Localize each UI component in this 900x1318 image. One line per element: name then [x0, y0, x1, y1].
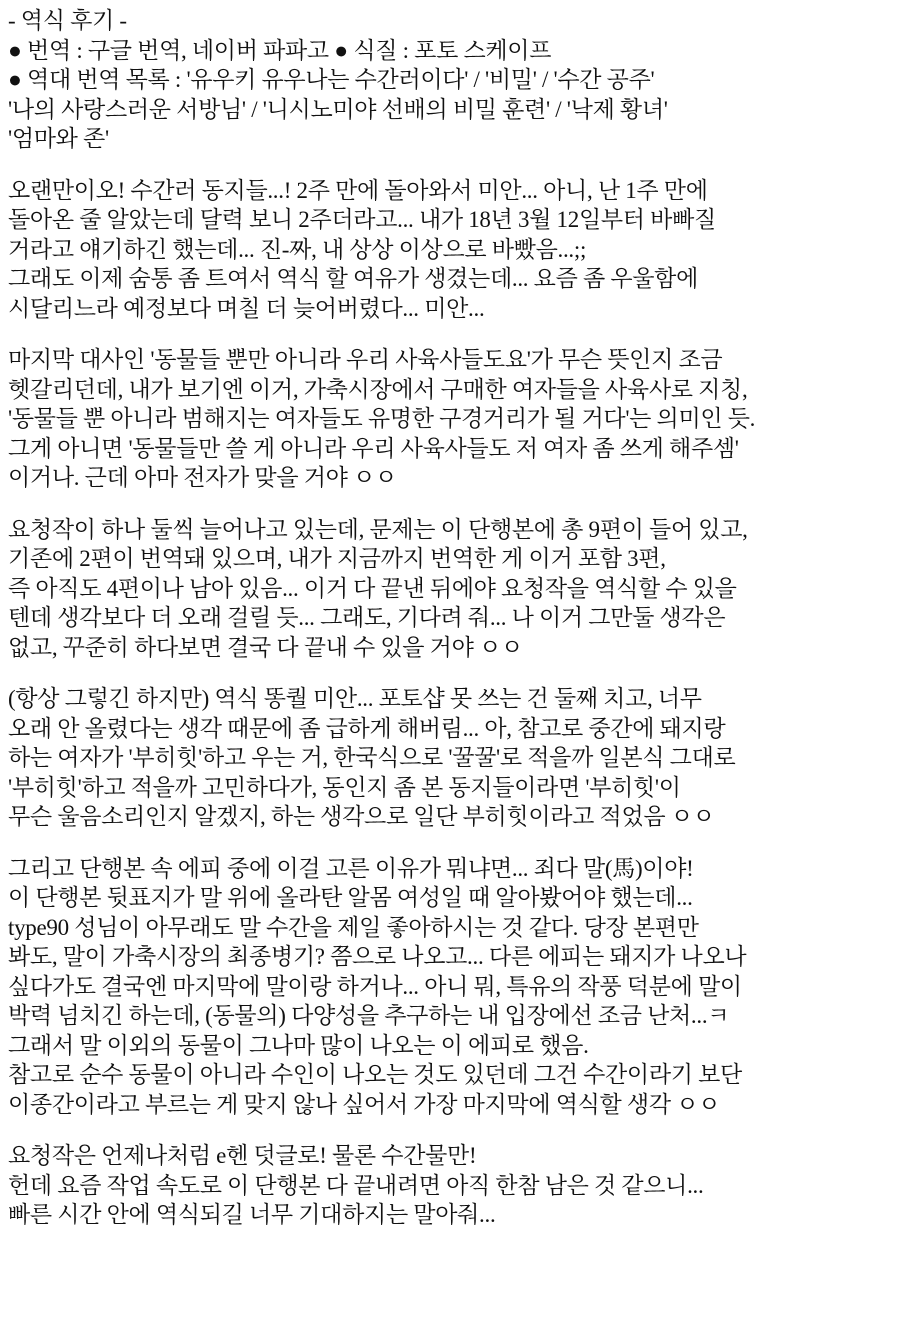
text-line: 하는 여자가 '부히힛'하고 우는 거, 한국식으로 '꿀꿀'로 적을까 일본식 그대로: [8, 745, 736, 770]
text-line: 즉 아직도 4편이나 남아 있음... 이거 다 끝낸 뒤에야 요청작을 역식할 수 있을: [8, 575, 737, 601]
text-line: '동물들 뿐 아니라 범해지는 여자들도 유명한 구경거리가 될 거다'는 의미인 듯.: [8, 406, 756, 431]
text-line: 헷갈리던데, 내가 보기엔 이거, 가축시장에서 구매한 여자들을 사육사로 지칭,: [8, 376, 748, 402]
text-line: 시달리느라 예정보다 며칠 더 늦어버렸다... 미안...: [8, 295, 485, 321]
text-line: 마지막 대사인 '동물들 뿐만 아니라 우리 사육사들도요'가 무슨 뜻인지 조금: [8, 347, 723, 372]
text-line: 그래도 이제 숨통 좀 트여서 역식 할 여유가 생겼는데... 요즘 좀 우울함에: [8, 266, 699, 291]
text-line: 요청작이 하나 둘씩 늘어나고 있는데, 문제는 이 단행본에 총 9편이 들어 있고,: [8, 516, 748, 542]
paragraph-request-progress: [8, 515, 898, 663]
text-line: 오랜만이오! 수간러 동지들...! 2주 만에 돌아와서 미안... 아니, 난 1주 만에: [8, 177, 708, 203]
text-line: 그래서 말 이외의 동물이 그나마 많이 나오는 이 에피로 했음.: [8, 1032, 589, 1058]
header-block: [8, 6, 898, 154]
paragraph-last-line-meaning: [8, 345, 898, 493]
paragraph-greeting: [8, 176, 898, 324]
text-line: 이 단행본 뒷표지가 말 위에 올라탄 알몸 여성일 때 알아봤어야 했는데...: [8, 885, 693, 910]
header-line-translation-list: ● 역대 번역 목록 : '유우키 유우나는 수간러이다' / '비밀' / '수간 공주': [8, 67, 655, 92]
text-line: 싶다가도 결국엔 마지막에 말이랑 하거나... 아니 뭐, 특유의 작풍 덕분에 말이: [8, 973, 742, 999]
text-line: 그게 아니면 '동물들만 쓸 게 아니라 우리 사육사들도 저 여자 좀 쓰게 해주셈': [8, 435, 739, 461]
text-line: 텐데 생각보다 더 오래 걸릴 듯... 그래도, 기다려 줘... 나 이거 그만둘 생각은: [8, 605, 726, 630]
header-line-translation-list-cont: '나의 사랑스러운 서방님' / '니시노미야 선배의 비밀 훈련' / '낙제 황녀': [8, 96, 668, 122]
text-line: 요청작은 언제나처럼 e헨 덧글로! 물론 수간물만!: [8, 1143, 477, 1168]
text-line: type90 성님이 아무래도 말 수간을 제일 좋아하시는 것 같다. 당장 본편만: [8, 914, 699, 940]
text-line: 오래 안 올렸다는 생각 때문에 좀 급하게 해버림... 아, 참고로 중간에 돼지랑: [8, 715, 726, 741]
text-line: 이거나. 근데 아마 전자가 맞을 거야 ㅇㅇ: [8, 465, 397, 490]
text-line: 그리고 단행본 속 에피 중에 이걸 고른 이유가 뭐냐면... 죄다 말(馬)이야!: [8, 855, 694, 881]
text-line: 봐도, 말이 가축시장의 최종병기? 쯤으로 나오고... 다른 에피는 돼지가 나오나: [8, 944, 747, 969]
page-title: - 역식 후기 -: [8, 8, 127, 33]
header-line-translation-list-end: '엄마와 존': [8, 126, 109, 151]
text-line: 거라고 얘기하긴 했는데... 진-짜, 내 상상 이상으로 바빴음...;;: [8, 236, 587, 262]
text-line: 기존에 2편이 번역돼 있으며, 내가 지금까지 번역한 게 이거 포함 3편,: [8, 546, 666, 571]
text-line: 무슨 울음소리인지 알겠지, 하는 생각으로 일단 부히힛이라고 적었음 ㅇㅇ: [8, 804, 715, 829]
text-line: 헌데 요즘 작업 속도로 이 단행본 다 끝내려면 아직 한참 남은 것 같으니...: [8, 1172, 704, 1198]
text-line: 이종간이라고 부르는 게 맞지 않나 싶어서 가장 마지막에 역식할 생각 ㅇㅇ: [8, 1091, 721, 1117]
paragraph-closing-requests: [8, 1141, 898, 1230]
text-line: 돌아온 줄 알았는데 달력 보니 2주더라고... 내가 18년 3월 12일부터 바빠질: [8, 207, 716, 232]
paragraph-quality-apology: [8, 684, 898, 832]
text-line: 빠른 시간 안에 역식되길 너무 기대하지는 말아줘...: [8, 1202, 496, 1227]
text-line: 박력 넘치긴 하는데, (동물의) 다양성을 추구하는 내 입장에선 조금 난처...ㅋ: [8, 1003, 730, 1028]
text-line: 없고, 꾸준히 하다보면 결국 다 끝내 수 있을 거야 ㅇㅇ: [8, 634, 523, 660]
text-line: 참고로 순수 동물이 아니라 수인이 나오는 것도 있던데 그건 수간이라기 보단: [8, 1062, 742, 1087]
text-line: '부히힛'하고 적을까 고민하다가, 동인지 좀 본 동지들이라면 '부히힛'이: [8, 774, 681, 800]
text-line: (항상 그렇긴 하지만) 역식 똥퀄 미안... 포토샵 못 쓰는 건 둘째 치고, 너무: [8, 686, 702, 711]
paragraph-episode-choice: [8, 854, 898, 1120]
header-line-translation-credit: ● 번역 : 구글 번역, 네이버 파파고 ● 식질 : 포토 스케이프: [8, 37, 552, 63]
